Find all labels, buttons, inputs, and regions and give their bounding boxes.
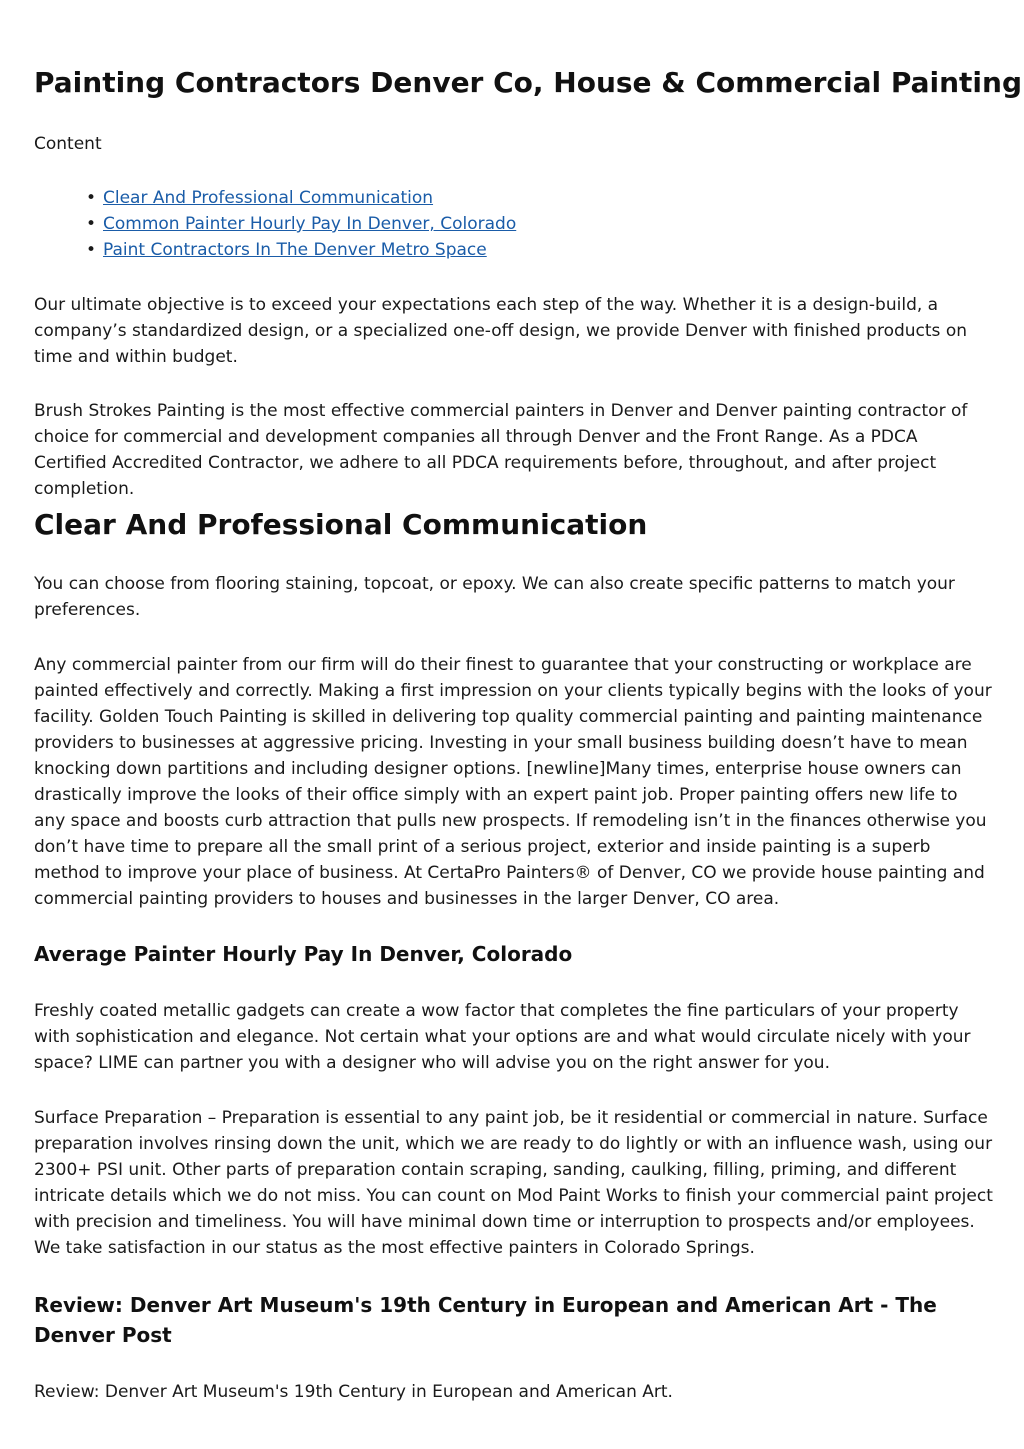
paragraph: You can choose from flooring staining, topcoat, or epoxy. We can also create specific patterns to match your preferences. xyxy=(34,574,955,620)
content-label: Content xyxy=(34,134,102,154)
toc-link-paint-contractors-metro[interactable]: Paint Contractors In The Denver Metro Space xyxy=(103,240,487,260)
paragraph: Brush Strokes Painting is the most effective commercial painters in Denver and Denver painting contractor of choice for commercial and development companies all through Denver and the Front Range. As a PDCA Certified Accredited Contractor, we adhere to all PDCA requirements before, throughout, and after project completion. xyxy=(34,401,968,499)
subsection-heading: Average Painter Hourly Pay In Denver, Colorado xyxy=(34,942,573,966)
toc-link-painter-hourly-pay[interactable]: Common Painter Hourly Pay In Denver, Colorado xyxy=(103,214,517,234)
paragraph: Surface Preparation – Preparation is essential to any paint job, be it residential or commercial in nature. Surface preparation involves rinsing down the unit, which we are ready to do lightly or with an influence wash, using our 2300+ PSI unit. Other parts of preparation contain scraping, sanding, caulking, filling, priming, and different intricate details which we do not miss. You can count on Mod Paint Works to finish your commercial paint project with precision and timeliness. You will have minimal down time or interruption to prospects and/or employees. We take satisfaction in our status as the most effective painters in Colorado Springs. xyxy=(34,1108,993,1258)
subsection-heading: Review: Denver Art Museum's 19th Century in European and American Art - The Denver Post xyxy=(34,1293,937,1347)
paragraph: Review: Denver Art Museum's 19th Century in European and American Art. xyxy=(34,1382,673,1402)
paragraph: Freshly coated metallic gadgets can create a wow factor that completes the fine particulars of your property with sophistication and elegance. Not certain what your options are and what would circulate nicely with your space? LIME can partner you with a designer who will advise you on the right answer for you. xyxy=(34,1001,971,1073)
paragraph: Any commercial painter from our firm will do their finest to guarantee that your constructing or workplace are painted effectively and correctly. Making a first impression on your clients typically begins with the looks of your facility. Golden Touch Painting is skilled in delivering top quality commercial painting and painting maintenance providers to businesses at aggressive pricing. Investing in your small business building doesn’t have to mean knocking down partitions and including designer options. [newline]Many times, enterprise house owners can drastically improve the looks of their office simply with an expert paint job. Proper painting offers new life to any space and boosts curb attraction that pulls new prospects. If remodeling isn’t in the finances otherwise you don’t have time to prepare all the small print of a serious project, exterior and inside painting is a superb method to improve your place of business. At CertaPro Painters® of Denver, CO we provide house painting and commercial painting providers to houses and businesses in the larger Denver, CO area. xyxy=(34,655,992,909)
toc-item xyxy=(86,237,516,263)
page-title: Painting Contractors Denver Co, House & Commercial Painting xyxy=(34,66,1022,99)
toc-item xyxy=(86,185,516,211)
table-of-contents xyxy=(86,185,516,263)
paragraph: Our ultimate objective is to exceed your expectations each step of the way. Whether it is a design-build, a company’s standardized design, or a specialized one-off design, we provide Denver with finished products on time and within budget. xyxy=(34,295,967,367)
toc-link-clear-communication[interactable]: Clear And Professional Communication xyxy=(103,188,434,208)
toc-item xyxy=(86,211,516,237)
section-heading: Clear And Professional Communication xyxy=(34,508,648,541)
